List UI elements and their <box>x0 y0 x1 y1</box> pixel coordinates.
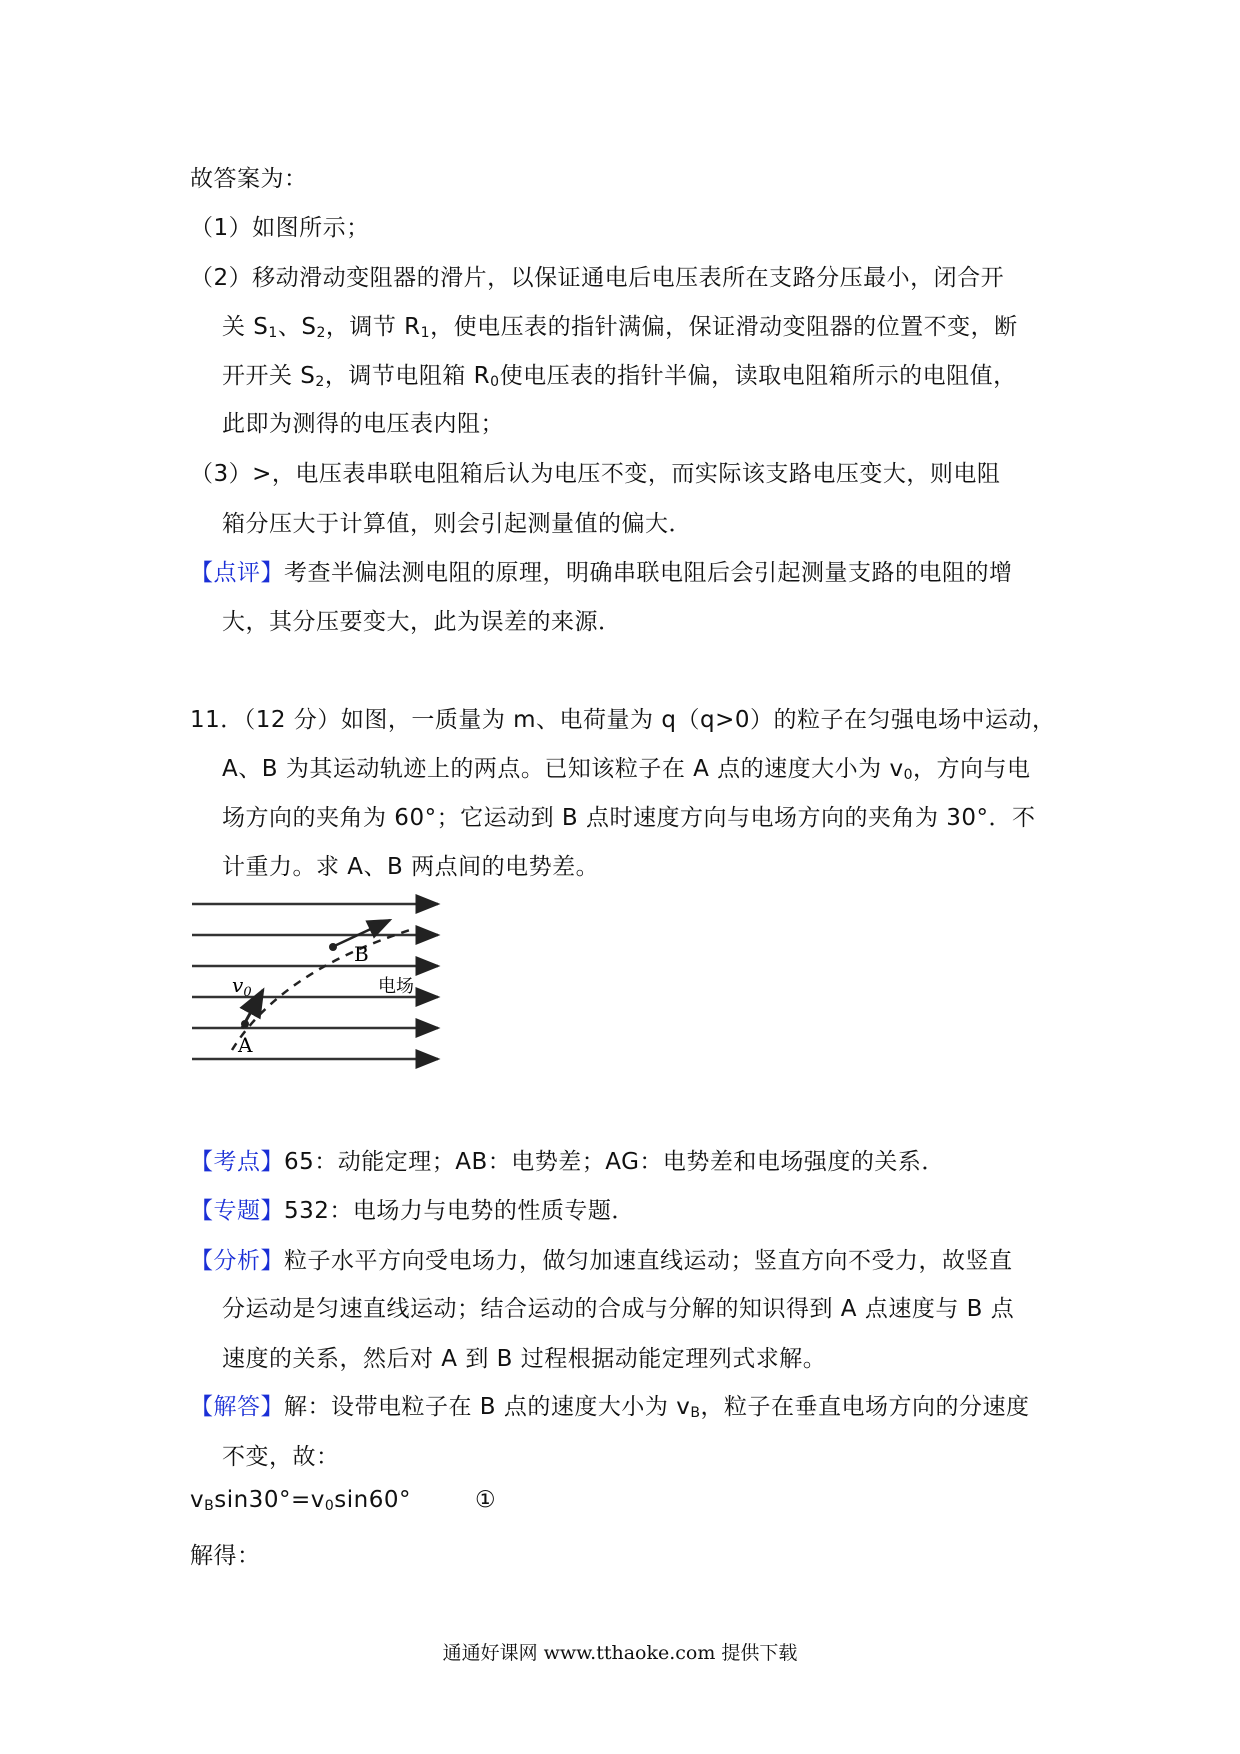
answer-3-line-1: （3）>，电压表串联电阻箱后认为电压不变，而实际该支路电压变大，则电阻 <box>190 461 1001 487</box>
answer-3-line-2: 箱分压大于计算值，则会引起测量值的偏大． <box>222 511 692 537</box>
answer-1: （1）如图所示； <box>190 215 370 241</box>
point-b <box>329 943 337 951</box>
zhuanti: 【专题】532：电场力与电势的性质专题． <box>190 1198 635 1224</box>
label-b: B <box>354 942 369 966</box>
jiede: 解得： <box>190 1543 261 1569</box>
review: 【点评】考查半偏法测电阻的原理，明确串联电阻后会引起测量支路的电阻的增 <box>190 560 1013 586</box>
footer-watermark: 通通好课网 www.tthaoke.com 提供下载 <box>442 1642 798 1664</box>
question-11-line-4: 计重力。求 A、B 两点间的电势差。 <box>222 854 600 880</box>
equation-1: $v_B\sin 30^\circ=v_0\sin 60^\circ$ ① <box>190 1487 497 1514</box>
point-a <box>241 1020 249 1028</box>
answer-2-line-2: 关 $S_1$、$S_2$，调节 $R_1$，使电压表的指针满偏，保证滑动变阻器的位置不变，断 <box>222 314 1018 341</box>
question-11-line-1: 11．（12 分）如图，一质量为 m、电荷量为 q（q>0）的粒子在匀强电场中运动， <box>190 707 1056 733</box>
question-11-line-3: 场方向的夹角为 60°；它运动到 B 点时速度方向与电场方向的夹角为 30°．不 <box>222 805 1036 831</box>
jieda-line-2: 不变，故： <box>222 1444 340 1470</box>
question-11-line-2: A、B 为其运动轨迹上的两点。已知该粒子在 A 点的速度大小为 $v_0$，方向与电 <box>222 756 1031 783</box>
answer-intro: 故答案为： <box>190 166 308 192</box>
answer-2-line-4: 此即为测得的电压表内阻； <box>222 411 504 437</box>
answer-2-line-3: 开开关 $S_2$，调节电阻箱 $R_0$使电压表的指针半偏，读取电阻箱所示的电阻值， <box>222 363 1017 390</box>
kaodian: 【考点】65：动能定理；AB：电势差；AG：电势差和电场强度的关系． <box>190 1149 945 1175</box>
electric-field-diagram <box>190 892 450 1072</box>
jieda: 【解答】解：设带电粒子在 B 点的速度大小为 $v_B$，粒子在垂直电场方向的分速度 <box>190 1394 1030 1421</box>
review-line-2: 大，其分压要变大，此为误差的来源． <box>222 609 622 635</box>
label-v0: $v_0$ <box>232 973 252 1000</box>
fenxi: 【分析】粒子水平方向受电场力，做匀加速直线运动；竖直方向不受力，故竖直 <box>190 1248 1013 1274</box>
answer-2-line-1: （2）移动滑动变阻器的滑片，以保证通电后电压表所在支路分压最小，闭合开 <box>190 265 1005 291</box>
fenxi-line-2: 分运动是匀速直线运动；结合运动的合成与分解的知识得到 A 点速度与 B 点 <box>222 1296 1015 1322</box>
fenxi-line-3: 速度的关系，然后对 A 到 B 过程根据动能定理列式求解。 <box>222 1346 827 1372</box>
label-field: 电场 <box>378 976 414 997</box>
label-a: A <box>238 1033 253 1057</box>
review-tag: 【点评】 <box>190 560 284 586</box>
